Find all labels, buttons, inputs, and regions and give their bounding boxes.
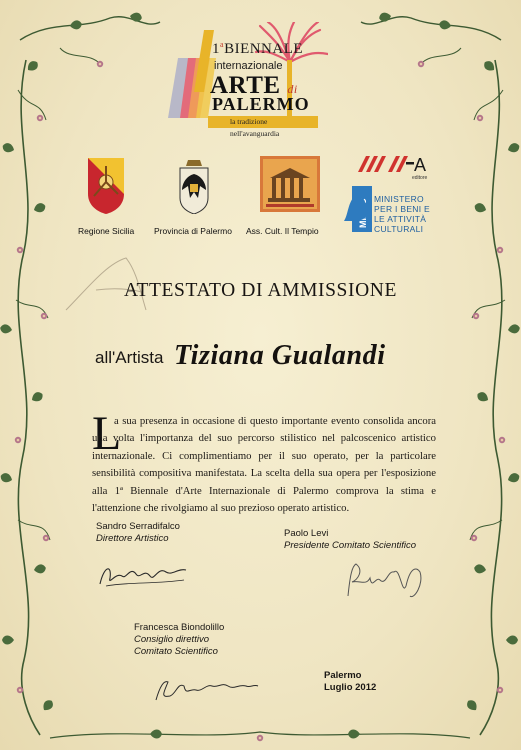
logo-arte: ARTE (210, 72, 281, 99)
signature-levi (340, 556, 440, 606)
certificate-title: ATTESTATO DI AMMISSIONE (124, 280, 397, 301)
signatory-name: Sandro Serradifalco (96, 521, 180, 532)
logo-di: di (287, 82, 298, 96)
trinacria-crest-icon (86, 156, 126, 214)
logo-tagline: la tradizione nell'avanguardia (208, 116, 318, 128)
ministero-line-4: CULTURALI (374, 224, 424, 234)
place-date (324, 670, 376, 694)
signatory-role: Direttore Artistico (96, 533, 169, 544)
temple-logo-icon (260, 156, 320, 212)
signatory-levi (284, 528, 416, 552)
institution-tempio: Ass. Cult. Il Tempio (246, 226, 319, 236)
logo-ordinal: 1 (212, 41, 220, 57)
ministero-line-2: PER I BENI E (374, 204, 431, 214)
eagle-crest-icon (176, 158, 212, 214)
signatory-serradifalco (96, 521, 180, 545)
signatory-biondolillo (134, 622, 224, 658)
institution-regione: Regione Sicilia (78, 226, 135, 236)
biennale-logo (168, 22, 328, 138)
svg-text:A: A (414, 155, 427, 175)
mibac-figure-icon (334, 193, 372, 223)
signatory-name: Francesca Biondolillo (134, 622, 225, 633)
logo-palermo: PALERMO (212, 94, 310, 114)
place: Palermo (324, 670, 362, 681)
signatory-role: Presidente Comitato Scientifico (284, 540, 417, 551)
editore-label: editore (412, 175, 428, 181)
logo-ordinal-suffix: a (220, 40, 225, 49)
ministero-line-3: LE ATTIVITÀ (374, 214, 427, 224)
signatory-role: Consiglio direttivo (134, 634, 209, 645)
institution-provincia: Provincia di Palermo (154, 226, 232, 236)
signatory-name: Paolo Levi (284, 528, 329, 539)
body-paragraph (92, 413, 436, 517)
artist-name: Tiziana Gualandi (174, 340, 386, 371)
artist-prefix: all'Artista (95, 348, 164, 367)
logo-biennale: BIENNALE (224, 41, 304, 57)
body-dropcap: L (92, 407, 122, 460)
date: Luglio 2012 (324, 682, 377, 693)
ministero-text (374, 194, 430, 234)
ea-editore-logo-icon (356, 152, 436, 176)
ministero-line-1: MINISTERO (374, 194, 424, 204)
signature-serradifalco (96, 556, 192, 592)
logo-internazionale: internazionale (214, 60, 283, 72)
body-text: a sua presenza in occasione di questo importante evento consolida ancora una volta l'importanza del suo percorso stilistico nel palcoscenico artistico internazionale. Ci complimentiamo per il suo operato, per la particolare sensibilità compositiva manifestata. La scelta della sua opera per l'esposizione alla 1ª Biennale d'Arte Internazionale di Palermo comprova la stima e l'attenzione che rivolgiamo al suo prezioso operato artistico. (92, 415, 436, 515)
signatory-role-2: Comitato Scientifico (134, 646, 218, 657)
signature-biondolillo (150, 672, 270, 708)
